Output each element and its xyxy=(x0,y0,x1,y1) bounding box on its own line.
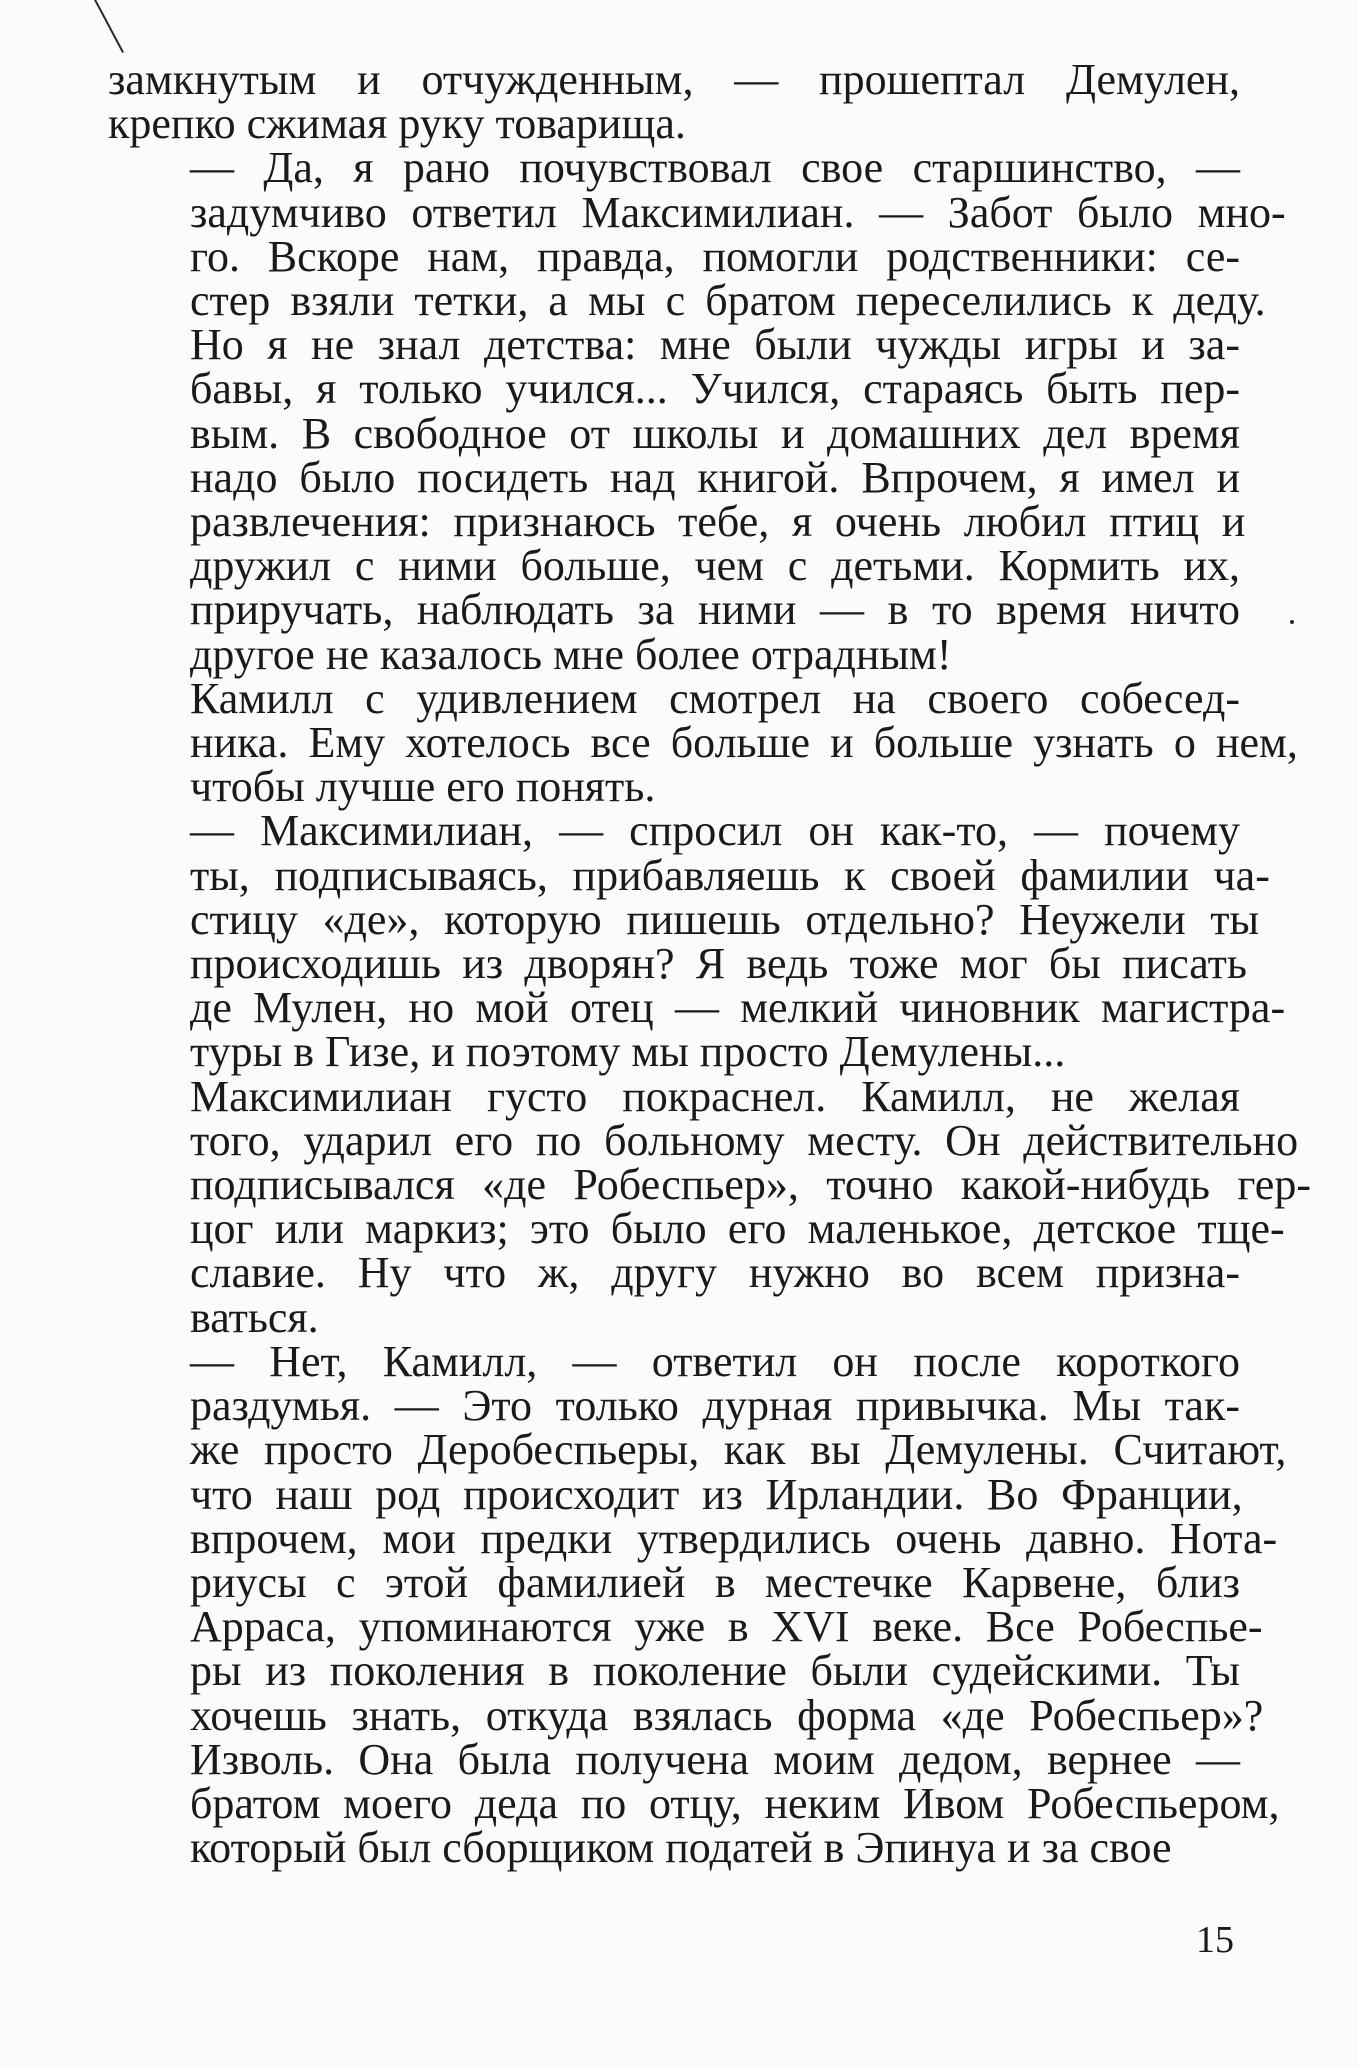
scan-speck xyxy=(1290,620,1294,624)
text-line: развлечения: признаюсь тебе, я очень любил птиц и xyxy=(190,497,1246,547)
text-line: Изволь. Она была получена моим дедом, вернее — xyxy=(190,1734,1240,1784)
text-line: другое не казалось мне более отрадным! xyxy=(190,629,952,679)
text-line: задумчиво ответил Максимилиан. — Забот было мно- xyxy=(190,187,1286,237)
text-line: риусы с этой фамилией в местечке Карвене, близ xyxy=(190,1557,1240,1607)
text-line: замкнутым и отчужденным, — прошептал Демулен, xyxy=(108,55,1240,104)
text-line: де Мулен, но мой отец — мелкий чиновник магистра- xyxy=(190,983,1286,1033)
text-line: вым. В свободное от школы и домашних дел время xyxy=(190,408,1240,458)
scan-pencil-mark xyxy=(94,0,124,53)
text-line: ника. Ему хотелось все больше и больше узнать о нем, xyxy=(190,718,1298,768)
text-line: впрочем, мои предки утвердились очень давно. Нота- xyxy=(190,1513,1278,1563)
text-line: го. Вскоре нам, правда, помогли родственники: се- xyxy=(190,231,1240,281)
text-line: подписывался «де Робеспьер», точно какой-нибудь гер- xyxy=(190,1160,1311,1210)
text-line: раздумья. — Это только дурная привычка. Мы так- xyxy=(190,1381,1240,1431)
text-line: стер взяли тетки, а мы с братом переселились к деду. xyxy=(190,276,1266,326)
text-line: надо было посидеть над книгой. Впрочем, я имел и xyxy=(190,452,1240,502)
page-number: 15 xyxy=(1196,1919,1234,1961)
text-line: что наш род происходит из Ирландии. Во Франции, xyxy=(190,1469,1243,1519)
text-line: бавы, я только учился... Учился, стараясь быть пер- xyxy=(190,364,1240,414)
paragraph xyxy=(108,55,1240,149)
text-line: же просто Деробеспьеры, как вы Демулены. Считают, xyxy=(190,1425,1287,1475)
text-line: который был сборщиком податей в Эпинуа и за свое xyxy=(190,1823,1172,1873)
text-line: Арраса, упоминаются уже в XVI веке. Все Робеспье- xyxy=(190,1602,1263,1652)
paragraph xyxy=(108,673,1298,812)
text-line: славие. Ну что ж, другу нужно во всем призна- xyxy=(190,1248,1240,1298)
text-line: туры в Гизе, и поэтому мы просто Демулены... xyxy=(190,1027,1066,1077)
text-line: ты, подписываясь, прибавляешь к своей фамилии ча- xyxy=(190,850,1270,900)
text-line: Но я не знал детства: мне были чужды игры и за- xyxy=(190,320,1240,370)
text-line: ры из поколения в поколение были судейскими. Ты xyxy=(190,1646,1240,1696)
paragraph xyxy=(108,1071,1311,1342)
text-line: братом моего деда по отцу, неким Ивом Робеспьером, xyxy=(190,1778,1280,1828)
text-line: происходишь из дворян? Я ведь тоже мог бы писать xyxy=(190,939,1247,989)
paragraph xyxy=(108,1336,1287,1873)
paragraph xyxy=(108,143,1286,679)
text-line: чтобы лучше его понять. xyxy=(190,762,656,812)
text-line: хочешь знать, откуда взялась форма «де Робеспьер»? xyxy=(190,1690,1264,1740)
paragraph xyxy=(108,806,1286,1077)
text-line: Камилл с удивлением смотрел на своего собесед- xyxy=(190,673,1240,723)
text-line: крепко сжимая руку товарища. xyxy=(108,99,686,149)
text-line: — Нет, Камилл, — ответил он после короткого xyxy=(190,1336,1240,1386)
text-line: того, ударил его по больному месту. Он действительно xyxy=(190,1115,1299,1165)
text-line: — Максимилиан, — спросил он как-то, — почему xyxy=(190,806,1240,856)
text-line: стицу «де», которую пишешь отдельно? Неужели ты xyxy=(190,894,1260,944)
text-line: цог или маркиз; это было его маленькое, детское тще- xyxy=(190,1204,1285,1254)
body-text xyxy=(108,55,1311,1873)
text-line: приручать, наблюдать за ними — в то время ничто xyxy=(190,585,1240,635)
text-line: ваться. xyxy=(190,1292,319,1342)
text-line: дружил с ними больше, чем с детьми. Кормить их, xyxy=(190,541,1240,591)
text-line: — Да, я рано почувствовал свое старшинство, — xyxy=(190,143,1240,193)
text-line: Максимилиан густо покраснел. Камилл, не желая xyxy=(190,1071,1240,1121)
